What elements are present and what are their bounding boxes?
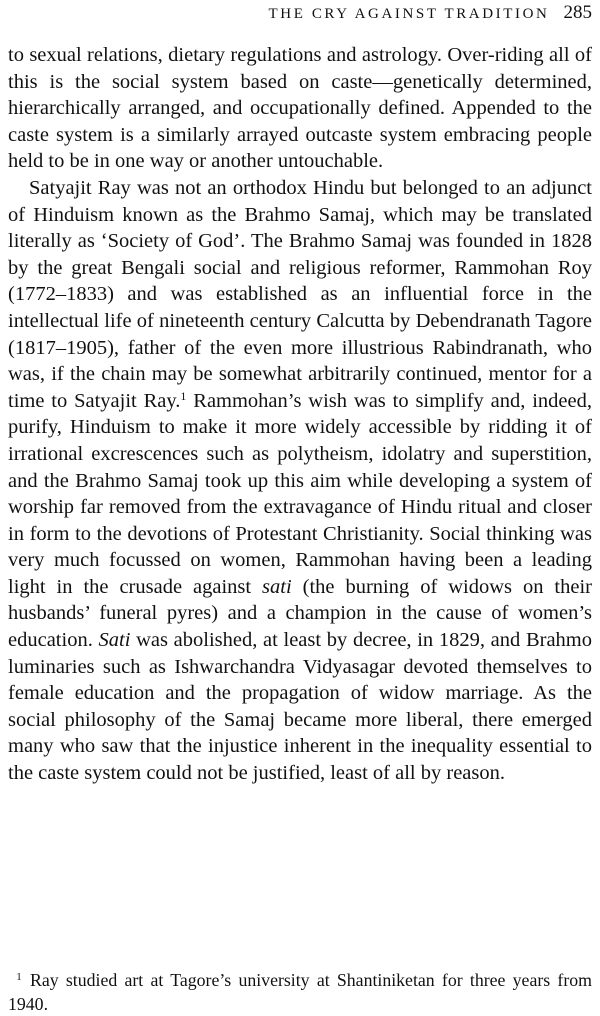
- paragraph-2-text-part-1: Satyajit Ray was not an orthodox Hindu but belonged to an adjunct of Hinduism known as the Brahmo Samaj, which may be translated literally as ‘Society of God’. The Brahmo Samaj was founded in 1828 by the great Bengali social and religious reformer, Rammohan Roy (1772–1833) and was established as an influential force in the intellectual life of nineteenth century Calcutta by Debendranath Tagore (1817–1905), father of the even more illustrious Rabindranath, who was, if the chain may be somewhat arbitrarily continued, mentor for a time to Satyajit Ray.: [8, 176, 592, 412]
- paragraph-2-text-part-3: (the burning of widows on their husbands’ funeral pyres) and a champion in the cause of women’s education.: [8, 575, 592, 652]
- footnote-marker: 1: [16, 971, 22, 983]
- paragraph-2-text-part-4: was abolished, at least by decree, in 1829, and Brahmo luminaries such as Ishwarchandra Vidyasagar devoted themselves to female education and the propagation of widow marriage. As the social philosophy of the Samaj became more liberal, there emerged many who saw that the injustice inherent in the inequality essential to the caste system could not be justified, least of all by reason.: [8, 629, 592, 785]
- paragraph-1: [8, 42, 592, 175]
- paragraph-2-text-part-2: Rammohan’s wish was to simplify and, indeed, purify, Hinduism to make it more widely accessible by ridding it of irrational excrescences such as polytheism, idolatry and superstition, and the Brahmo Samaj took up this aim while developing a system of worship far removed from the extravagance of Hindu ritual and closer in form to the devotions of Protestant Christianity. Social thinking was very much focussed on women, Rammohan having been a leading light in the crusade against: [8, 389, 592, 598]
- footnote-text: Ray studied art at Tagore’s university at Shantiniketan for three years from 1940.: [8, 970, 592, 1014]
- paragraph-2: [8, 175, 592, 787]
- footnote-reference: 1: [180, 388, 187, 403]
- footnote: [8, 966, 592, 1016]
- running-head: [269, 2, 592, 28]
- italic-term-sati-capitalized: Sati: [98, 629, 131, 652]
- page-number: 285: [563, 2, 592, 23]
- body-text: [8, 42, 592, 787]
- paragraph-1-text: to sexual relations, dietary regulations and astrology. Over-riding all of this is the social system based on caste—genetically determined, hierarchically arranged, and occupationally defined. Appended to the caste system is a similarly arrayed outcaste system embracing people held to be in one way or another untouchable.: [8, 44, 592, 173]
- italic-term-sati: sati: [262, 575, 292, 598]
- running-title: THE CRY AGAINST TRADITION: [268, 6, 550, 22]
